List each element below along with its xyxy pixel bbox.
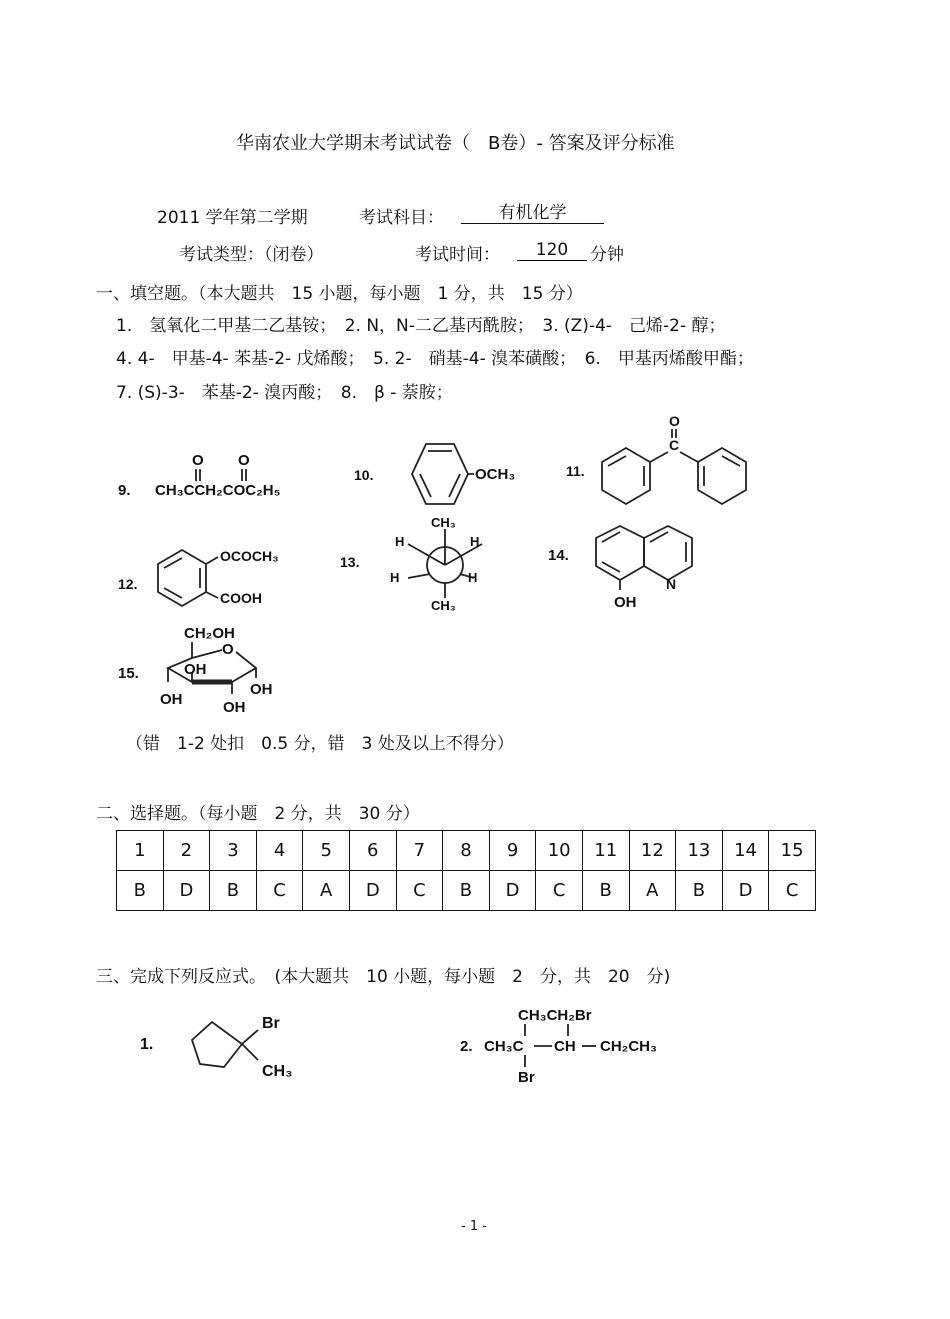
subject-value: 有机化学 (461, 203, 604, 224)
svg-text:OCH₃: OCH₃ (475, 466, 516, 483)
structure-9 (118, 450, 338, 510)
q-number: 2 (163, 831, 210, 871)
svg-text:H: H (395, 534, 405, 549)
svg-text:Br: Br (518, 1069, 535, 1086)
structure-11-benzophenone (566, 410, 756, 510)
exam-type: 考试类型：（闭卷） (179, 245, 324, 265)
answer-cell: D (489, 871, 536, 911)
answer-cell: D (163, 871, 210, 911)
time-label: 考试时间： (415, 245, 500, 265)
svg-text:10.: 10. (354, 467, 374, 483)
svg-text:O: O (192, 452, 204, 469)
svg-text:14.: 14. (548, 547, 569, 564)
structure-12-aspirin (118, 540, 318, 620)
q-number: 1 (117, 831, 164, 871)
svg-text:CH: CH (554, 1038, 576, 1055)
answer-cell: C (396, 871, 443, 911)
subject-label: 考试科目： (359, 208, 444, 228)
answer-line-3: 7. (S)-3- 苯基-2- 溴丙酸； 8. β - 萘胺； (116, 383, 453, 403)
svg-text:CH₂OH: CH₂OH (184, 625, 235, 642)
reaction-2-structure (460, 1002, 690, 1092)
answer-cell: A (629, 871, 676, 911)
term: 2011 学年第二学期 (157, 208, 308, 228)
q-number: 14 (722, 831, 769, 871)
svg-text:11.: 11. (566, 463, 585, 479)
page-title: 华南农业大学期末考试试卷（ B卷）- 答案及评分标准 (236, 133, 675, 154)
svg-text:12.: 12. (118, 576, 138, 592)
svg-text:1.: 1. (140, 1036, 154, 1053)
svg-text:H: H (470, 534, 480, 549)
svg-text:N: N (666, 576, 677, 592)
svg-text:CH₃CCH₂COC₂H₅: CH₃CCH₂COC₂H₅ (155, 482, 281, 499)
q-number: 15 (769, 831, 816, 871)
q-number: 7 (396, 831, 443, 871)
answer-cell: B (443, 871, 490, 911)
svg-text:CH₃CH₂Br: CH₃CH₂Br (518, 1007, 592, 1024)
section1-note: （错 1-2 处扣 0.5 分，错 3 处及以上不得分） (126, 734, 514, 754)
time-value: 120 (517, 240, 587, 261)
q-number: 3 (210, 831, 257, 871)
svg-text:15.: 15. (118, 665, 139, 682)
answer-cell: D (349, 871, 396, 911)
svg-text:OH: OH (184, 661, 207, 678)
svg-text:Br: Br (262, 1015, 280, 1032)
answer-cell: B (210, 871, 257, 911)
answer-cell: B (117, 871, 164, 911)
q-number: 11 (582, 831, 629, 871)
structure-10-anisole (354, 440, 534, 510)
q-number: 5 (303, 831, 350, 871)
svg-text:CH₃: CH₃ (262, 1063, 293, 1080)
answer-cell: D (722, 871, 769, 911)
svg-text:CH₃: CH₃ (431, 598, 456, 613)
answer-cell: A (303, 871, 350, 911)
svg-text:OH: OH (223, 699, 246, 716)
svg-text:H: H (468, 570, 478, 585)
section2-heading: 二、选择题。（每小题 2 分，共 30 分） (96, 804, 420, 824)
svg-text:C: C (669, 437, 680, 453)
q-number: 4 (256, 831, 303, 871)
answer-cell: C (769, 871, 816, 911)
answer-cell: B (582, 871, 629, 911)
q-number: 8 (443, 831, 490, 871)
svg-text:CH₃: CH₃ (431, 515, 456, 530)
time-unit: 分钟 (590, 245, 624, 265)
answer-line-1: 1. 氢氧化二甲基二乙基铵； 2. N，N-二乙基丙酰胺； 3. (Z)-4- 己烯-2- 醇； (116, 316, 726, 336)
q-number: 12 (629, 831, 676, 871)
svg-text:OCOCH₃: OCOCH₃ (220, 548, 279, 564)
svg-text:2.: 2. (460, 1038, 473, 1055)
question-number-row (117, 831, 816, 871)
answer-line-2: 4. 4- 甲基-4- 苯基-2- 戊烯酸； 5. 2- 硝基-4- 溴苯磺酸； 6. 甲基丙烯酸甲酯； (116, 349, 754, 369)
answer-cell: B (676, 871, 723, 911)
answer-cell: C (536, 871, 583, 911)
section1-heading: 一、填空题。（本大题共 15 小题，每小题 1 分，共 15 分） (96, 284, 583, 304)
svg-text:O: O (238, 452, 250, 469)
answer-row (117, 871, 816, 911)
section3-heading: 三、完成下列反应式。 (本大题共 10 小题，每小题 2 分，共 20 分) (96, 967, 671, 987)
svg-text:OH: OH (614, 594, 637, 611)
q-number: 13 (676, 831, 723, 871)
reaction-1-structure (140, 1008, 340, 1088)
svg-text:H: H (390, 570, 400, 585)
svg-text:OH: OH (160, 691, 183, 708)
svg-text:CH₂CH₃: CH₂CH₃ (600, 1038, 657, 1055)
svg-text:13.: 13. (340, 554, 360, 570)
answer-table (116, 830, 816, 911)
svg-text:OH: OH (250, 681, 273, 698)
answer-cell: C (256, 871, 303, 911)
svg-text:COOH: COOH (220, 590, 262, 606)
svg-text:O: O (222, 641, 234, 658)
svg-text:CH₃C: CH₃C (484, 1038, 524, 1055)
q-number: 6 (349, 831, 396, 871)
q-number: 9 (489, 831, 536, 871)
structure-13-newman (340, 512, 500, 612)
structure-15-glucopyranose (118, 622, 298, 717)
label-9: 9. (118, 482, 131, 499)
structure-14-8-hydroxyquinoline (548, 512, 728, 612)
q-number: 10 (536, 831, 583, 871)
page-number: - 1 - (461, 1219, 487, 1234)
svg-text:O: O (669, 413, 680, 429)
